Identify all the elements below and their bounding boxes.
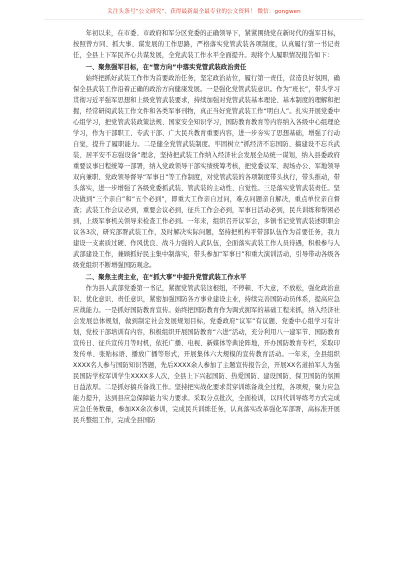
section2-heading: 二、聚焦主责主业，在“抓大事”中提升党管武装工作水平 bbox=[85, 273, 247, 281]
header-banner bbox=[0, 0, 408, 22]
intro-paragraph: 年初以来，在市委、市政府和军分区党委的正确领导下，紧紧围绕党在新时代的强军目标，按照曾方同、抓大事、谋发展的工作思路，严格落实党管武装各项制度，认真履行第一书记责任，全县上下军民齐心共谋发展，全党武装工作水平全面提升。现将个人履职情况报告如下： bbox=[73, 30, 340, 59]
document-body bbox=[73, 28, 340, 426]
banner-text: 关注头条号“公文研究”，获得最新最全最专业的公文资料！ 微信：gongwen bbox=[107, 9, 301, 15]
section1-paragraph: 始终把抓好武装工作作为首要政治任务，坚定政治站位，履行第一责任，营造良好氛围，确保全县武装工作沿着正确的政治方向健康发展。一是强化党管武装意识。作为“班长”，带头学习贯彻习近平强军思想和上级党管武装要求，持续加强对党管武装基本理论、基本制度的理解和把握，经常研阅武装工作文件和各类军事刊物，真正当好党管武装工作“明白人”。扎实开展党委中心组学习，把党管武装政策法规、国家安全知识学习，国防教育教育等内容纳入各级中心组理论学习，作为干部职工、专武干部、广大民兵教育重要内容，进一步夯实了思想基础，增强了行动自觉，提升了履职能力。二是健全党管武装制度。牢固树立“抓经济不忘国防、搞建设不忘兵武装、居平安不忘强设备”理念，坚持把武装工作纳入经济社会发展全局统一谋划，纳入县委政府重要议事日程统筹一部署，纳入党政领导干部实绩统筹考核，把党委议军、现场办公、军地领导双向兼职、党政领导督导“军事日”等工作制度，对党管武装的各项制度带头执行，带头推动，带头落实，进一步增强了各级党委抓武装、管武装的主动性、自觉性。三是落实党管武装责任。坚决做到“三个亲自”和“五个必到”，即重大工作亲自过问，难点问题亲自解决，重点单位亲自督查；武装工作会议必到，重要会议必到，征兵工作会必到，军事日活动必到，民兵训练和帮困必到，上级军事机关领导来检查工作必到。一年来，组织召开议军会，多镇书记党管武装述职职会议各3次，研究部署武装工作，及时解决实际问题，坚持把机构平带部队伍作为首要任务，我力建设一支素质过硬、作风优良、战斗力强的人武队伍，全面落实武装工作人员待遇，积极参与人武部建设工作，兼顾抓好民主集中制落实，带头参加“军事日”和重大演训活动，引导带动各级各级党组织不断增强国防观念。 bbox=[73, 75, 340, 269]
section2-paragraph: 作为县人武部党委第一书记，紧握党管武装这根纽，不停顿、不大意，不放松，强化政治意识、优化意识、责任意识，紧密加强国防各方事业建设主业，持续完善国防动员体系，提高应急应战能力。一是抓好国防教育宣传。始终把国防教育作为调式拥军的基础工程来抓，纳入经济社会发展总体规划，做到制定社会发展规划目标，党委政府“议军”有议题、党委中心组学习有计划，党校干部培训有内容，积极组织开展国防教育“六进”活动，充分利用八一建军节、国防教育宣传日、征兵宣传月等时机，依托广播、电视、新媒体等典论阵地，开办国防教育专栏，采取印发传单、张贴标语、播放广播等形式，开展集体六大规模的宣传教育活动。一年来，全县组织XXXX名人参与国防知识答题，先后XXXX余人参加了主题宣传报告会，开展XX名道拍军人为强民国防学校军训学生XXXX多人次，全县上下兴起国防、热爱国防、建设国防、保卫国防的氛围日益浓厚。二是抓好搞兵备战工作。坚持把实战化要求贯穿训练备战全过程，各项规，聚力应急能力提升，达到县应急保障能力实力要求。采取分点批次，全面检训，以四代训导练考方式完成应急任务数量，参加XX余次参训，完成民兵训练任务，认真落实改革强化军部署，高标准开展民兵整组工作，完成全县国防 bbox=[73, 285, 340, 424]
banner-divider bbox=[44, 19, 364, 20]
section1-heading: 一、聚焦强军目标，在“管方向”中落实党管武装政治责任 bbox=[85, 63, 247, 71]
